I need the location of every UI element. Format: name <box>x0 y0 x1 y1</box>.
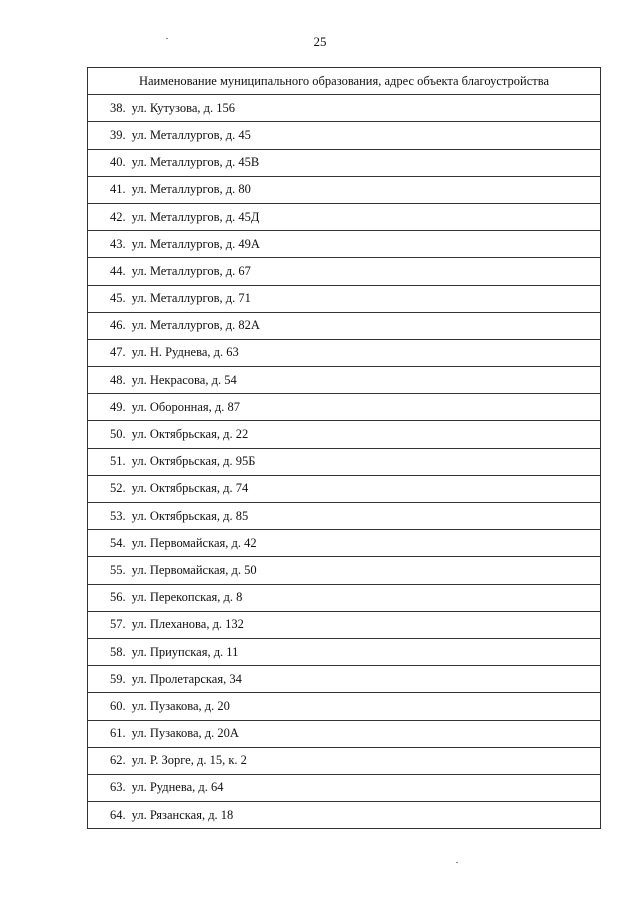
table-row <box>88 666 601 693</box>
row-address: ул. Металлургов, д. 71 <box>131 291 251 306</box>
row-number: 61. <box>110 726 126 741</box>
address-cell <box>88 394 601 421</box>
address-cell <box>88 503 601 530</box>
table-row <box>88 611 601 638</box>
table-row <box>88 122 601 149</box>
table-header-cell: Наименование муниципального образования, адрес объекта благоустройства <box>88 68 601 95</box>
row-address: ул. Плеханова, д. 132 <box>131 617 244 632</box>
address-cell <box>88 421 601 448</box>
scan-speck <box>456 862 458 863</box>
row-address: ул. Руднева, д. 64 <box>131 780 224 795</box>
address-cell <box>88 638 601 665</box>
table-row <box>88 720 601 747</box>
table-row <box>88 231 601 258</box>
address-cell <box>88 774 601 801</box>
address-cell <box>88 475 601 502</box>
table-row <box>88 448 601 475</box>
row-address: ул. Приупская, д. 11 <box>131 644 239 659</box>
row-number: 62. <box>110 753 126 768</box>
row-address: ул. Пролетарская, 34 <box>131 671 242 686</box>
address-cell <box>88 312 601 339</box>
address-cell <box>88 367 601 394</box>
row-number: 43. <box>110 236 126 251</box>
row-number: 51. <box>110 454 126 469</box>
page-number: 25 <box>313 34 327 49</box>
row-number: 60. <box>110 698 126 713</box>
row-number: 57. <box>110 617 126 632</box>
row-address: ул. Металлургов, д. 82А <box>131 318 260 333</box>
row-address: ул. Рязанская, д. 18 <box>131 807 234 822</box>
row-number: 64. <box>110 807 126 822</box>
address-cell <box>88 693 601 720</box>
scan-speck <box>166 38 168 39</box>
table-header-row <box>88 68 601 95</box>
row-number: 63. <box>110 780 126 795</box>
table-row <box>88 176 601 203</box>
table-row <box>88 557 601 584</box>
address-cell <box>88 203 601 230</box>
row-number: 58. <box>110 644 126 659</box>
row-address: ул. Металлургов, д. 45В <box>131 155 260 170</box>
row-address: ул. Металлургов, д. 49А <box>131 236 260 251</box>
row-address: ул. Октябрьская, д. 95Б <box>131 454 256 469</box>
row-address: ул. Металлургов, д. 80 <box>131 182 251 197</box>
row-address: ул. Металлургов, д. 45 <box>131 127 251 142</box>
table-row <box>88 747 601 774</box>
row-number: 50. <box>110 427 126 442</box>
row-address: ул. Некрасова, д. 54 <box>131 372 237 387</box>
row-address: ул. Первомайская, д. 42 <box>131 535 257 550</box>
table-row <box>88 475 601 502</box>
table-row <box>88 367 601 394</box>
row-number: 47. <box>110 345 126 360</box>
row-number: 59. <box>110 671 126 686</box>
row-address: ул. Октябрьская, д. 22 <box>131 427 249 442</box>
row-number: 56. <box>110 590 126 605</box>
row-address: ул. Пузакова, д. 20 <box>131 698 230 713</box>
table-row <box>88 802 601 829</box>
table-row <box>88 584 601 611</box>
row-number: 53. <box>110 508 126 523</box>
table-row <box>88 693 601 720</box>
table-row <box>88 774 601 801</box>
table-row <box>88 312 601 339</box>
table-row <box>88 285 601 312</box>
row-address: ул. Первомайская, д. 50 <box>131 562 257 577</box>
row-address: ул. Н. Руднева, д. 63 <box>131 345 239 360</box>
address-cell <box>88 530 601 557</box>
row-number: 42. <box>110 209 126 224</box>
row-address: ул. Р. Зорге, д. 15, к. 2 <box>131 753 247 768</box>
row-number: 49. <box>110 399 126 414</box>
table-row <box>88 203 601 230</box>
row-address: ул. Перекопская, д. 8 <box>131 590 243 605</box>
row-number: 41. <box>110 182 126 197</box>
address-cell <box>88 802 601 829</box>
row-number: 38. <box>110 100 126 115</box>
row-number: 54. <box>110 535 126 550</box>
address-cell <box>88 285 601 312</box>
row-address: ул. Октябрьская, д. 74 <box>131 481 249 496</box>
table-row <box>88 339 601 366</box>
row-number: 55. <box>110 562 126 577</box>
row-address: ул. Кутузова, д. 156 <box>131 100 236 115</box>
table-row <box>88 95 601 122</box>
row-address: ул. Металлургов, д. 67 <box>131 263 251 278</box>
table-row <box>88 530 601 557</box>
row-number: 52. <box>110 481 126 496</box>
row-address: ул. Октябрьская, д. 85 <box>131 508 249 523</box>
table-row <box>88 638 601 665</box>
row-address: ул. Пузакова, д. 20А <box>131 726 239 741</box>
table-row <box>88 421 601 448</box>
address-cell <box>88 747 601 774</box>
row-address: ул. Металлургов, д. 45Д <box>131 209 260 224</box>
row-address: ул. Оборонная, д. 87 <box>131 399 240 414</box>
address-cell <box>88 557 601 584</box>
address-cell <box>88 122 601 149</box>
address-cell <box>88 584 601 611</box>
address-cell <box>88 95 601 122</box>
address-cell <box>88 176 601 203</box>
table-row <box>88 394 601 421</box>
row-number: 48. <box>110 372 126 387</box>
address-cell <box>88 720 601 747</box>
address-cell <box>88 666 601 693</box>
address-table <box>87 67 601 829</box>
address-cell <box>88 339 601 366</box>
address-cell <box>88 448 601 475</box>
row-number: 46. <box>110 318 126 333</box>
row-number: 40. <box>110 155 126 170</box>
address-cell <box>88 231 601 258</box>
table-row <box>88 503 601 530</box>
address-table-container <box>87 67 601 829</box>
address-cell <box>88 611 601 638</box>
table-row <box>88 258 601 285</box>
address-cell <box>88 258 601 285</box>
row-number: 39. <box>110 127 126 142</box>
table-row <box>88 149 601 176</box>
row-number: 44. <box>110 263 126 278</box>
row-number: 45. <box>110 291 126 306</box>
table-body <box>88 95 601 829</box>
address-cell <box>88 149 601 176</box>
